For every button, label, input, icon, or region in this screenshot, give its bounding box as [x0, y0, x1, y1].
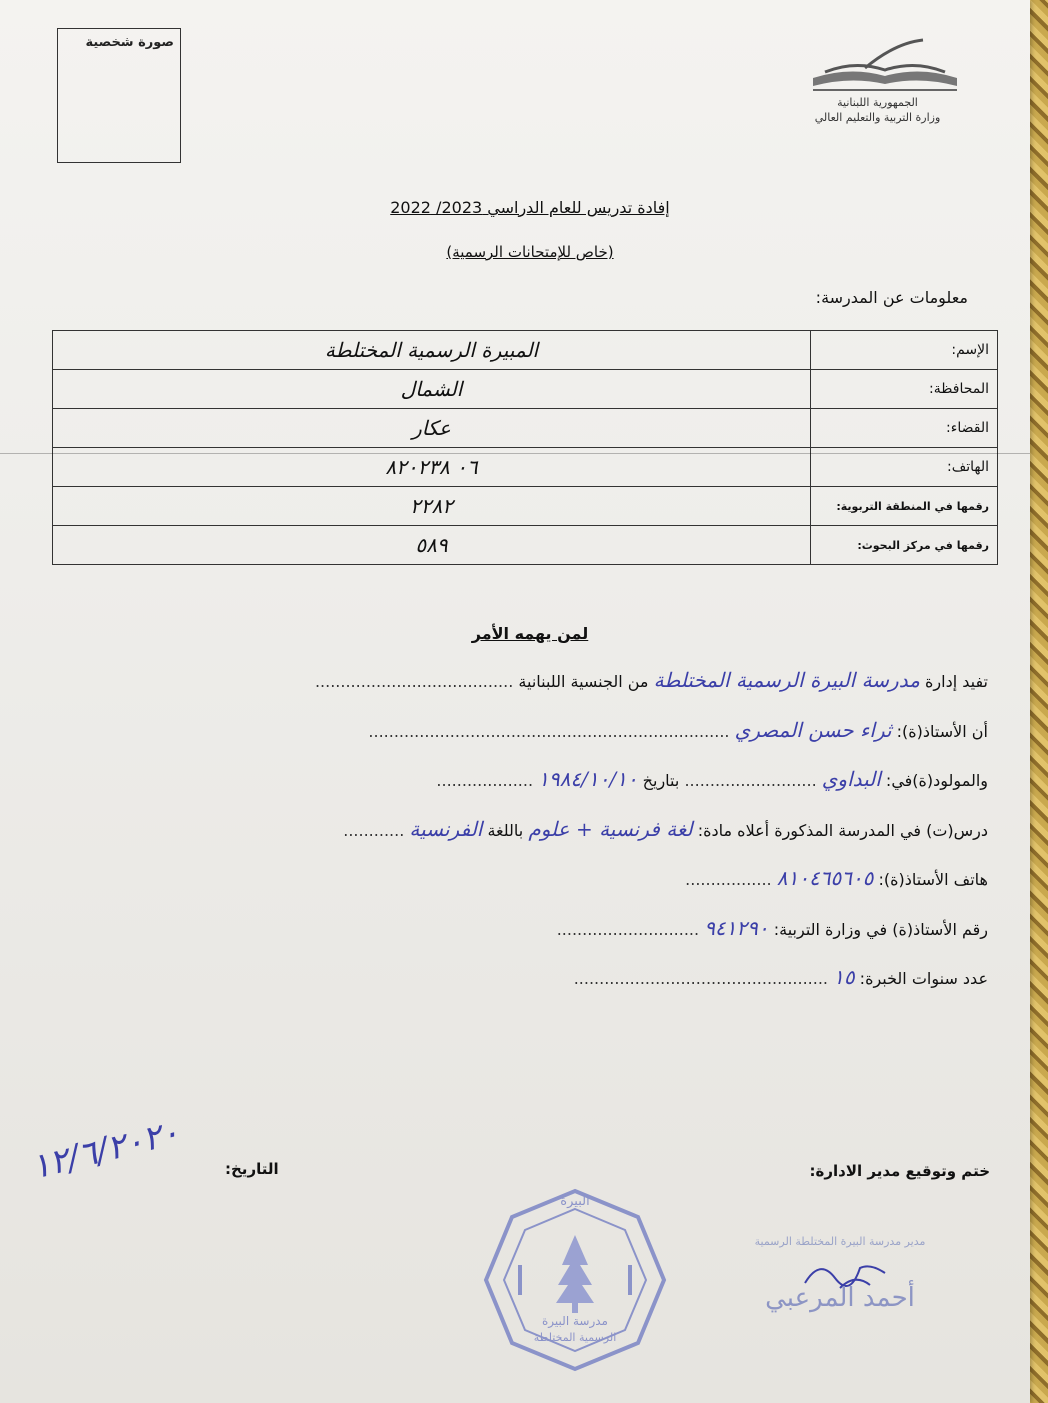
- experience-value: ١٥: [833, 965, 855, 989]
- paper-fold-line: [0, 453, 1030, 454]
- ministry-header: [790, 95, 965, 125]
- school-stamp-icon: [480, 1185, 670, 1375]
- date-label: التاريخ:: [225, 1160, 279, 1178]
- signature-title: مدير مدرسة البيرة المختلطة الرسمية: [754, 1235, 926, 1248]
- table-row: [53, 370, 998, 409]
- birthdate-value: ١٩٨٤/١٠/١٠: [538, 767, 638, 791]
- row-label: المحافظة:: [811, 370, 998, 409]
- document-title: إفادة تدريس للعام الدراسي 2023/ 2022: [390, 198, 670, 217]
- declaration-line-school: تفيد إدارة مدرسة البيرة الرسمية المختلطة من الجنسية اللبنانية .......................................: [314, 668, 988, 692]
- teacher-name-value: ثراء حسن المصري: [734, 718, 892, 742]
- stamp-text-center2: الرسمية المختلطة: [533, 1331, 617, 1344]
- photo-box: [57, 28, 181, 163]
- row-value: ٢٢٨٢: [53, 487, 811, 526]
- table-row: [53, 487, 998, 526]
- row-value: ٥٨٩: [53, 526, 811, 565]
- photo-label: صورة شخصية: [85, 35, 174, 50]
- declaration-line-experience: عدد سنوات الخبرة: ١٥ ..................................................: [573, 965, 988, 989]
- ministry-text: وزارة التربية والتعليم العالي: [814, 111, 941, 124]
- language-value: الفرنسية: [409, 817, 483, 841]
- school-info-table: [52, 330, 998, 565]
- declaration-line-teacher: أن الأستاذ(ة): ثراء حسن المصري .......................................................................: [368, 718, 988, 742]
- school-info-heading: معلومات عن المدرسة:: [815, 288, 968, 307]
- row-label: رقمها في المنطقة التربوية:: [811, 487, 998, 526]
- table-row: [53, 409, 998, 448]
- row-label: الهاتف:: [811, 448, 998, 487]
- stamp-signature-label: ختم وتوقيع مدير الادارة:: [809, 1162, 990, 1180]
- subject-value: لغة فرنسية + علوم: [528, 817, 693, 841]
- row-label: رقمها في مركز البحوث:: [811, 526, 998, 565]
- date-value: ١٢/٦/٢٠٢٠: [27, 1112, 184, 1188]
- school-name-value: مدرسة البيرة الرسمية المختلطة: [653, 668, 920, 692]
- row-value: ٠٦ ٨٢٠٢٣٨: [53, 448, 811, 487]
- row-value: عكار: [53, 409, 811, 448]
- principal-signature-block: [720, 1235, 960, 1325]
- to-whom-heading: لمن يهمه الأمر: [471, 624, 589, 643]
- stamp-text-center: مدرسة البيرة: [542, 1314, 608, 1328]
- row-value: الشمال: [53, 370, 811, 409]
- row-label: الإسم:: [811, 331, 998, 370]
- declaration-line-birth: والمولود(ة)في: البداوي .......................... بتاريخ ١٩٨٤/١٠/١٠ ...................: [436, 767, 988, 791]
- row-value: المبيرة الرسمية المختلطة: [53, 331, 811, 370]
- declaration-line-phone: هاتف الأستاذ(ة): ٨١٠٤٦٥٦٠٥ .................: [685, 866, 988, 890]
- table-row: [53, 331, 998, 370]
- republic-text: الجمهورية اللبنانية: [837, 96, 918, 109]
- declaration-line-subject: درس(ت) في المدرسة المذكورة أعلاه مادة: لغة فرنسية + علوم باللغة الفرنسية ............: [343, 817, 988, 841]
- birthplace-value: البداوي: [821, 767, 881, 791]
- signature-name: أحمد المرعبي: [765, 1283, 915, 1313]
- declaration-line-ministry-number: رقم الأستاذ(ة) في وزارة التربية: ٩٤١٢٩٠ ............................: [556, 916, 988, 940]
- table-row: [53, 526, 998, 565]
- stamp-text-top: البيرة: [560, 1194, 590, 1209]
- row-label: القضاء:: [811, 409, 998, 448]
- ministry-number-value: ٩٤١٢٩٠: [704, 916, 769, 940]
- teacher-phone-value: ٨١٠٤٦٥٦٠٥: [776, 866, 874, 890]
- document-subtitle: (خاص للإمتحانات الرسمية): [446, 243, 614, 261]
- ministry-logo-icon: [805, 38, 965, 98]
